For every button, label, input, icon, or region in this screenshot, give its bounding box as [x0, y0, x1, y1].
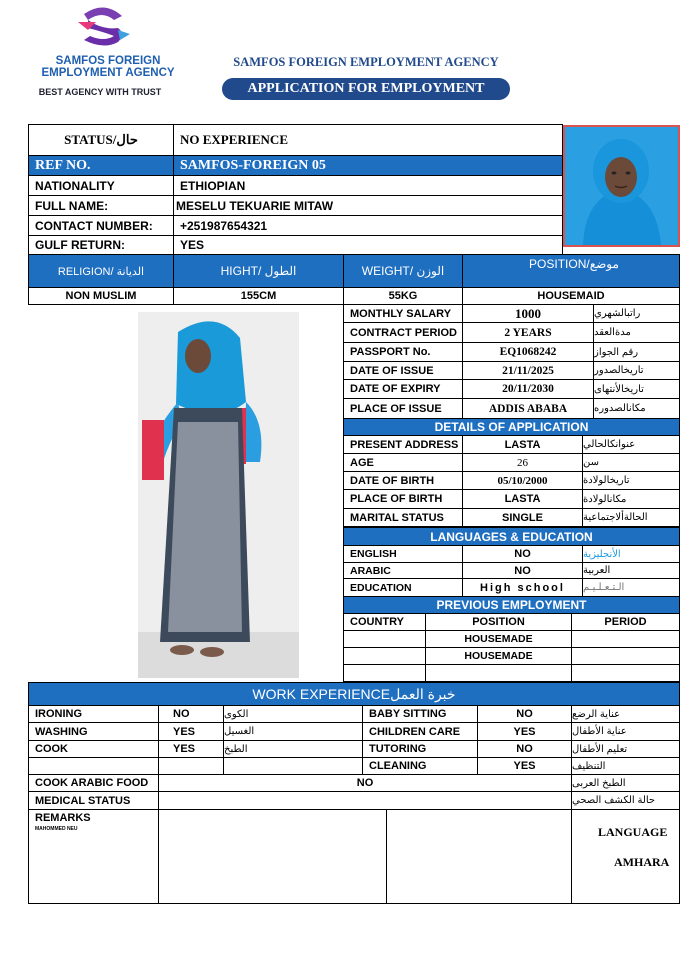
height-value: 155CM: [173, 287, 344, 305]
remarks-box: [28, 809, 159, 904]
previous-cell: HOUSEMADE: [425, 630, 572, 648]
language-value: NO: [462, 562, 583, 579]
fullname-label: FULL NAME:: [28, 195, 174, 216]
religion-label: RELIGION/ الديانة: [28, 254, 174, 288]
contract-label: PLACE OF ISSUE: [343, 398, 463, 419]
work-l: [28, 757, 159, 775]
previous-cell: [343, 647, 426, 665]
contract-label: DATE OF ISSUE: [343, 361, 463, 380]
language-value: High school: [462, 578, 583, 597]
gulf-label: GULF RETURN:: [28, 235, 174, 255]
work-la: [223, 757, 363, 775]
remarks-empty-1: [158, 809, 387, 904]
previous-cell: [571, 630, 680, 648]
weight-value: 55KG: [343, 287, 463, 305]
nationality-value: ETHIOPIAN: [173, 175, 563, 196]
work-rv: NO: [477, 740, 572, 758]
details-label: PLACE OF BIRTH: [343, 489, 463, 509]
medical-label: MEDICAL STATUS: [28, 791, 159, 810]
details-label: DATE OF BIRTH: [343, 471, 463, 490]
ref-value: SAMFOS-FOREIGN 05: [173, 155, 563, 176]
details-value: LASTA: [462, 489, 583, 509]
contract-value: ADDIS ABABA: [462, 398, 594, 419]
contract-ar: تاريخالأنتهاى: [593, 379, 680, 399]
previous-title: PREVIOUS EMPLOYMENT: [343, 596, 680, 614]
work-l: WASHING: [28, 722, 159, 741]
contact-value: +251987654321: [173, 215, 563, 236]
contract-label: DATE OF EXPIRY: [343, 379, 463, 399]
details-value: LASTA: [462, 435, 583, 454]
work-ra: التنظيف: [571, 757, 680, 775]
language-label: LANGUAGE: [598, 825, 668, 839]
arabic-food-ar: الطبخ العربى: [571, 774, 680, 792]
work-rv: NO: [477, 705, 572, 723]
work-r: TUTORING: [362, 740, 478, 758]
position-label: POSITION/موضع: [462, 254, 680, 288]
work-lv: [158, 757, 224, 775]
work-r: BABY SITTING: [362, 705, 478, 723]
religion-value: NON MUSLIM: [28, 287, 174, 305]
remarks-empty-2: [386, 809, 572, 904]
arabic-food-label: COOK ARABIC FOOD: [28, 774, 159, 792]
languages-title: LANGUAGES & EDUCATION: [343, 527, 680, 546]
work-ra: تعليم الأطفال: [571, 740, 680, 758]
ref-label: REF NO.: [28, 155, 174, 176]
logo-tagline: BEST AGENCY WITH TRUST: [38, 87, 162, 97]
previous-cell: HOUSEMADE: [425, 647, 572, 665]
work-la: الغسيل: [223, 722, 363, 741]
work-r: CLEANING: [362, 757, 478, 775]
agency-name: SAMFOS FOREIGN EMPLOYMENT AGENCY: [233, 55, 499, 69]
contract-ar: تاريخالصدور: [593, 361, 680, 380]
previous-header: POSITION: [425, 613, 572, 631]
previous-cell: [343, 630, 426, 648]
fullname-value: MESELU TEKUARIE MITAW: [173, 195, 563, 216]
contract-ar: راتبالشهري: [593, 304, 680, 323]
weight-label: WEIGHT/ الوزن: [343, 254, 463, 288]
details-value: 05/10/2000: [462, 471, 583, 490]
details-ar: تاريخالولادة: [582, 471, 680, 490]
details-title: DETAILS OF APPLICATION: [343, 418, 680, 436]
logo-mark-icon: [74, 4, 132, 52]
medical-ar: حالة الكشف الصحي: [571, 791, 680, 810]
work-la: الطبخ: [223, 740, 363, 758]
previous-header: PERIOD: [571, 613, 680, 631]
logo-line1: SAMFOS FOREIGN: [55, 55, 161, 67]
agency-logo: [24, 4, 192, 100]
work-rv: YES: [477, 722, 572, 741]
language-ar: الأنجليزية: [582, 545, 680, 563]
status-value: NO EXPERIENCE: [173, 124, 563, 156]
contract-ar: مكانالصدوره: [593, 398, 680, 419]
details-value: 26: [462, 453, 583, 472]
contact-label: CONTACT NUMBER:: [28, 215, 174, 236]
nationality-label: NATIONALITY: [28, 175, 174, 196]
contract-value: 2 YEARS: [462, 322, 594, 343]
work-rv: YES: [477, 757, 572, 775]
position-value: HOUSEMAID: [462, 287, 680, 305]
details-label: MARITAL STATUS: [343, 508, 463, 527]
language-label: EDUCATION: [343, 578, 463, 597]
details-ar: الحالةألاجتماعية: [582, 508, 680, 527]
remarks-note: MAHOMMED NEU: [35, 826, 78, 832]
contract-label: PASSPORT No.: [343, 342, 463, 362]
contract-value: 1000: [462, 304, 594, 323]
gulf-value: YES: [173, 235, 563, 255]
passport-photo: [563, 125, 680, 247]
work-lv: NO: [158, 705, 224, 723]
contract-ar: مدةالعقد: [593, 322, 680, 343]
work-ra: عناية الأطفال: [571, 722, 680, 741]
arabic-food-value: NO: [158, 774, 572, 792]
contract-value: 21/11/2025: [462, 361, 594, 380]
work-ra: عناية الرضع: [571, 705, 680, 723]
work-la: الكوى: [223, 705, 363, 723]
previous-header: COUNTRY: [343, 613, 426, 631]
language-ar: العربية: [582, 562, 680, 579]
details-ar: مكانالولادة: [582, 489, 680, 509]
logo-line2: EMPLOYMENT AGENCY: [41, 67, 175, 79]
contract-label: CONTRACT PERIOD: [343, 322, 463, 343]
language-ar: الـتـعـلـيـم: [582, 578, 680, 597]
height-label: HIGHT/ الطول: [173, 254, 344, 288]
contract-ar: رقم الجواز: [593, 342, 680, 362]
language-value: NO: [462, 545, 583, 563]
details-ar: عنوانكالحالي: [582, 435, 680, 454]
language-label: ARABIC: [343, 562, 463, 579]
details-label: AGE: [343, 453, 463, 472]
work-l: COOK: [28, 740, 159, 758]
contract-value: 20/11/2030: [462, 379, 594, 399]
details-ar: سن: [582, 453, 680, 472]
language-label: ENGLISH: [343, 545, 463, 563]
work-lv: YES: [158, 740, 224, 758]
work-l: IRONING: [28, 705, 159, 723]
previous-cell: [425, 664, 572, 682]
details-value: SINGLE: [462, 508, 583, 527]
previous-cell: [571, 664, 680, 682]
work-title: WORK EXPERIENCEخبرة العمل: [28, 682, 680, 706]
medical-value: [158, 791, 572, 810]
previous-cell: [343, 664, 426, 682]
application-title: APPLICATION FOR EMPLOYMENT: [222, 78, 510, 100]
full-body-photo: [138, 312, 299, 678]
contract-label: MONTHLY SALARY: [343, 304, 463, 323]
contract-value: EQ1068242: [462, 342, 594, 362]
status-label: STATUS/حال: [28, 124, 174, 156]
language-value: AMHARA: [614, 855, 670, 869]
work-r: CHILDREN CARE: [362, 722, 478, 741]
language-box: [571, 809, 680, 904]
previous-cell: [571, 647, 680, 665]
work-lv: YES: [158, 722, 224, 741]
remarks-label: REMARKS: [35, 812, 91, 824]
details-label: PRESENT ADDRESS: [343, 435, 463, 454]
